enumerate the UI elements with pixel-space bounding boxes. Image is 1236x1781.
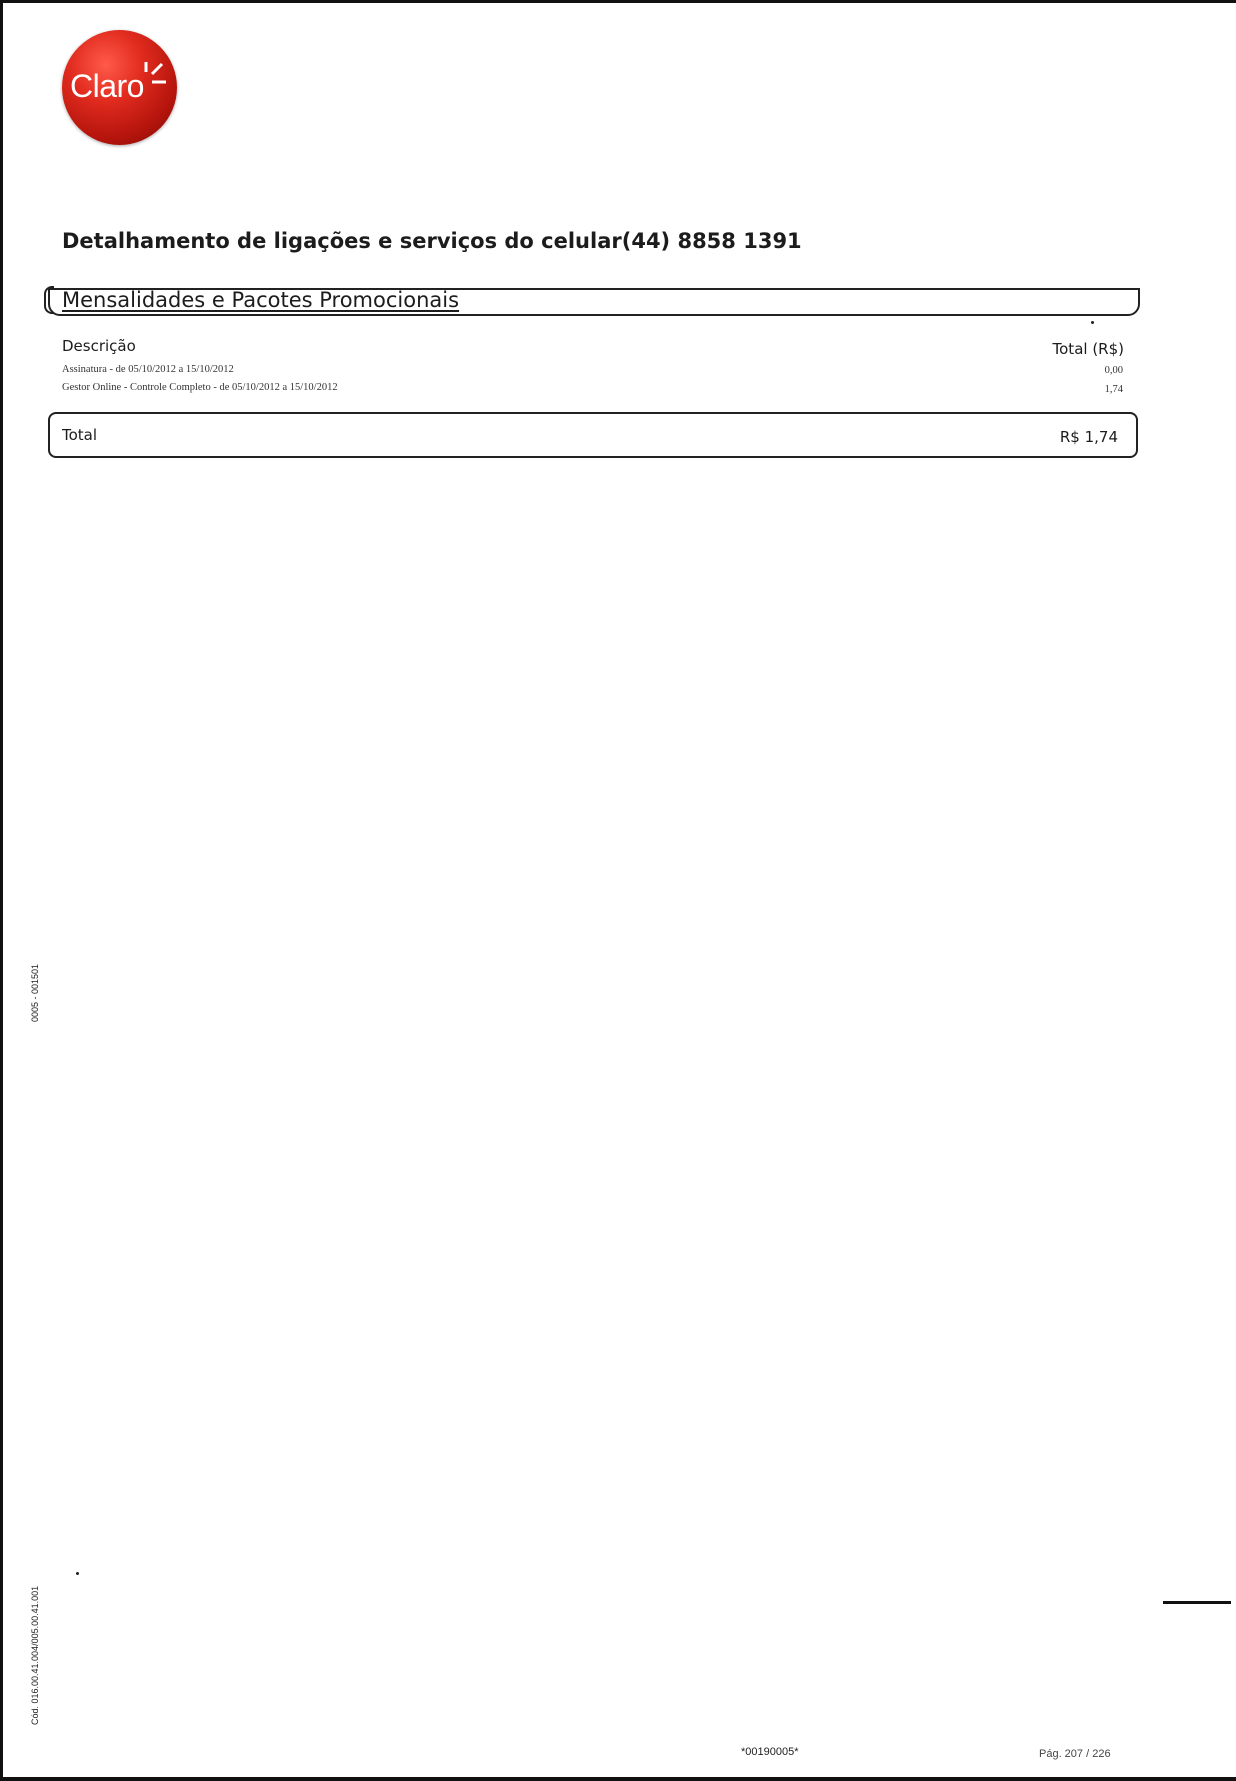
logo-text: Claro — [70, 68, 144, 104]
section-header-cap — [44, 286, 54, 314]
footer-barcode-text: *00190005* — [741, 1746, 799, 1758]
section-title: Mensalidades e Pacotes Promocionais — [62, 288, 460, 312]
page-border-left — [0, 0, 3, 1781]
claro-logo — [62, 30, 177, 145]
total-label: Total — [62, 426, 98, 444]
margin-code-lower: Cód. 016.00.41.004/005.00.41.001 — [30, 1585, 40, 1725]
total-value: R$ 1,74 — [1059, 428, 1118, 446]
footer-page-number: Pág. 207 / 226 — [1039, 1748, 1111, 1760]
column-header-description: Descrição — [62, 337, 136, 355]
line-item-value: 1,74 — [1104, 384, 1123, 395]
scan-speck — [76, 1572, 79, 1575]
document-title: Detalhamento de ligações e serviços do celular(44) 8858 1391 — [62, 229, 802, 253]
line-item-description: Assinatura - de 05/10/2012 a 15/10/2012 — [62, 364, 234, 375]
page-border-bottom — [0, 1777, 1236, 1781]
column-header-total: Total (R$) — [1052, 340, 1124, 358]
total-box — [48, 412, 1138, 458]
margin-code-upper: 0005 - 001501 — [30, 963, 40, 1022]
logo-rays-icon — [138, 58, 168, 98]
line-item-description: Gestor Online - Controle Completo - de 05/10/2012 a 15/10/2012 — [62, 382, 338, 393]
margin-mark — [1163, 1601, 1231, 1604]
line-item-value: 0,00 — [1104, 365, 1123, 376]
scan-speck — [1091, 321, 1094, 324]
page-border-top — [0, 0, 1236, 3]
